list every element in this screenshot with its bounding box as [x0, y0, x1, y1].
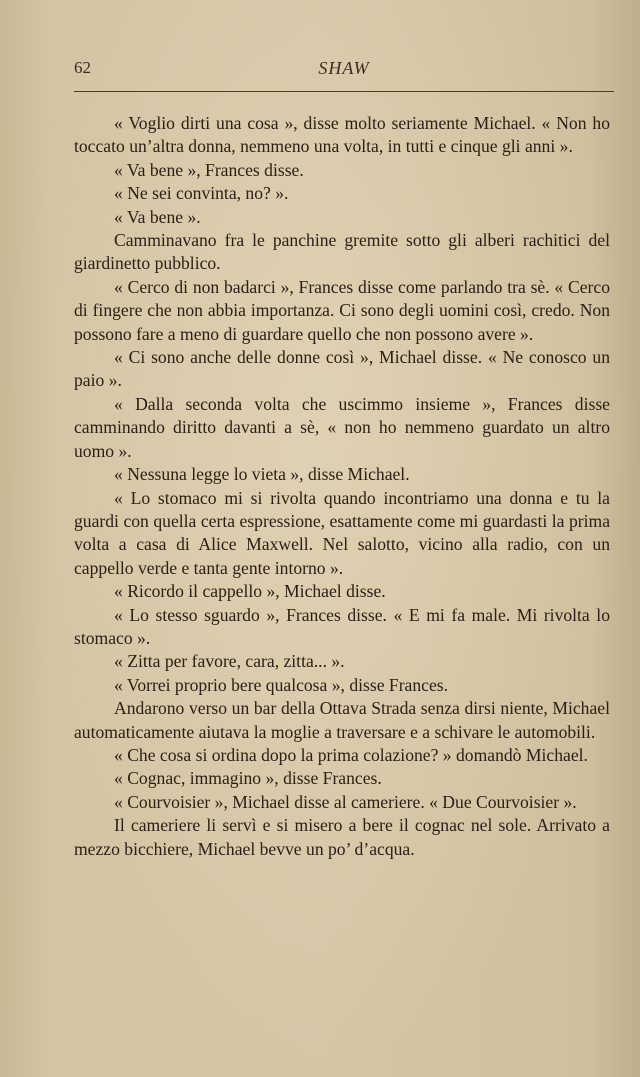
paragraph: « Courvoisier », Michael disse al cameriere. « Due Courvoisier ». — [114, 791, 577, 812]
paragraph: « Ricordo il cappello », Michael disse. — [114, 581, 386, 602]
paragraph: « Cerco di non badarci », Frances disse come parlando tra sè. « Cerco di fingere che non abbia importanza. Ci sono degli uomini così, credo. Non possono fare a meno di guardare quello che non possono avere ». — [74, 276, 610, 344]
paragraph: « Voglio dirti una cosa », disse molto seriamente Michael. « Non ho toccato un’altra donna, nemmeno una volta, in tutti e cinque gli anni ». — [74, 113, 610, 157]
paragraph: « Vorrei proprio bere qualcosa », disse Frances. — [114, 674, 449, 695]
paragraph: « Nessuna legge lo vieta », disse Michael. — [114, 464, 410, 485]
running-title: SHAW — [318, 58, 370, 78]
paragraph: « Ci sono anche delle donne così », Michael disse. « Ne conosco un paio ». — [74, 347, 610, 391]
paragraph: « Va bene ». — [114, 206, 201, 227]
paragraph: « Zitta per favore, cara, zitta... ». — [114, 651, 345, 672]
header-rule — [74, 91, 614, 92]
paragraph: « Che cosa si ordina dopo la prima colazione? » domandò Michael. — [114, 744, 588, 765]
paragraph: Il cameriere li servì e si misero a bere il cognac nel sole. Arrivato a mezzo bicchiere, Michael bevve un po’ d’acqua. — [74, 815, 610, 859]
paragraph: « Va bene », Frances disse. — [114, 159, 304, 180]
paragraph: Camminavano fra le panchine gremite sotto gli alberi rachitici del giardinetto pubblico. — [74, 230, 610, 274]
paragraph: « Lo stesso sguardo », Frances disse. « E mi fa male. Mi rivolta lo stomaco ». — [74, 604, 610, 648]
page-number: 62 — [74, 58, 91, 77]
paragraph: « Ne sei convinta, no? ». — [114, 183, 289, 204]
paragraph: « Dalla seconda volta che uscimmo insieme », Frances disse camminando diritto davanti a sè, « non ho nemmeno guardato un altro uomo ». — [74, 393, 610, 461]
paragraph: Andarono verso un bar della Ottava Strada senza dirsi niente, Michael automaticamente aiutava la moglie a traversare e a schivare le automobili. — [74, 698, 610, 742]
page-header — [74, 54, 614, 84]
paragraph: « Lo stomaco mi si rivolta quando incontriamo una donna e tu la guardi con quella certa espressione, esattamente come mi guardasti la prima volta a casa di Alice Maxwell. Nel salotto, vicino alla radio, con un cappello verde e tanta gente intorno ». — [74, 487, 610, 578]
paragraph: « Cognac, immagino », disse Frances. — [114, 768, 382, 789]
body-text — [74, 112, 610, 861]
